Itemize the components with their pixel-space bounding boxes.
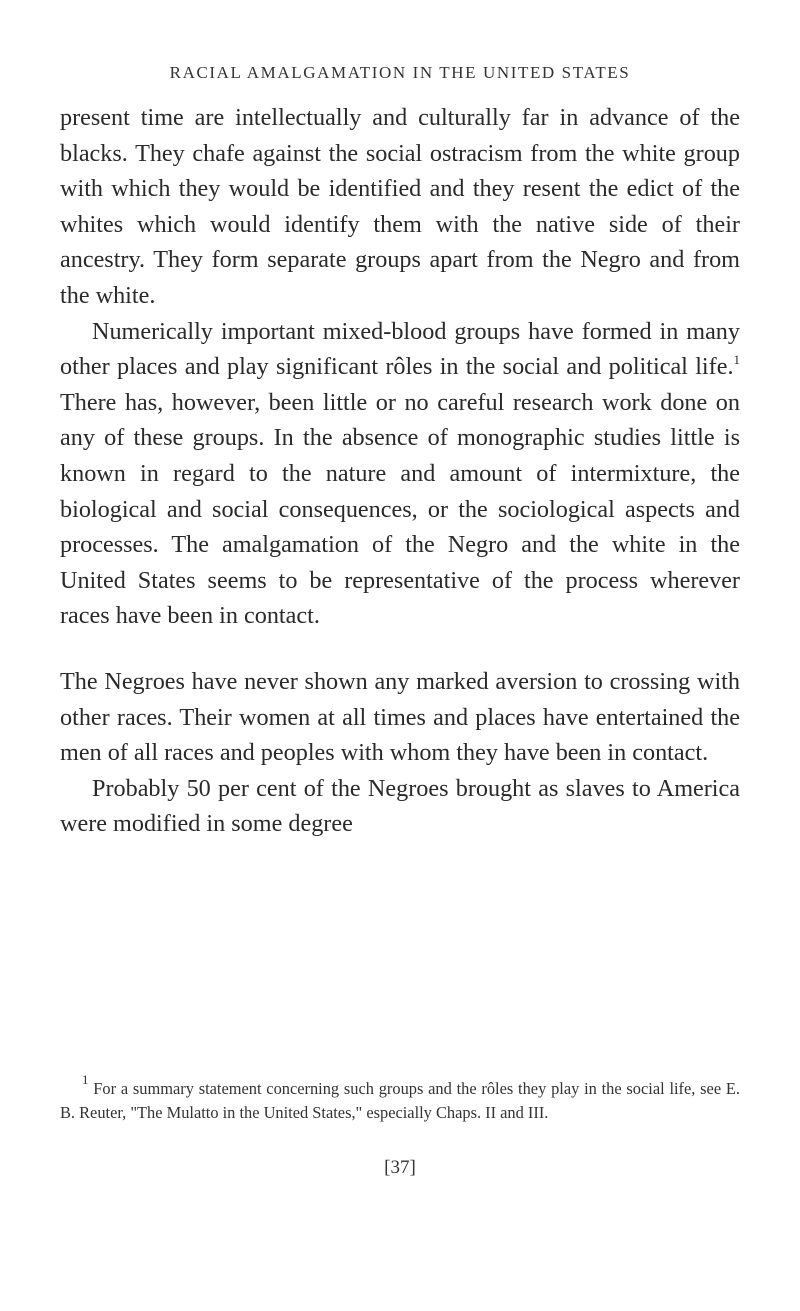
paragraph-2-part-b: There has, however, been little or no careful research work done on any of these groups. In the absence of monographic studies little is known in regard to the nature and amount of intermixture, the biological and social consequences, or the sociological aspects and processes. The amalgamation of the Negro and the white in the United States seems to be representative of the process wherever races have been in contact.	[60, 388, 740, 630]
footnote-mark: 1	[82, 1072, 89, 1087]
footnote	[60, 1072, 740, 1125]
running-head: RACIAL AMALGAMATION IN THE UNITED STATES	[169, 63, 631, 82]
paragraph-2	[60, 314, 740, 634]
body-text	[60, 100, 740, 842]
paragraph-4: Probably 50 per cent of the Negroes brought as slaves to America were modified in some degree	[60, 774, 740, 838]
footnote-reference[interactable]: 1	[733, 352, 740, 368]
page-number: [37]	[384, 1157, 416, 1178]
paragraph-1: present time are intellectually and culturally far in advance of the blacks. They chafe against the social ostracism from the white group with which they would be identified and they resent the edict of the whites which would identify them with the native side of their ancestry. They form separate groups apart from the Negro and from the white.	[60, 104, 740, 309]
paragraph-2-part-a: Numerically important mixed-blood groups have formed in many other places and play significant rôles in the social and political life.	[60, 317, 740, 381]
paragraph-3: The Negroes have never shown any marked aversion to crossing with other races. Their women at all times and places have entertained the men of all races and peoples with whom they have been in contact.	[60, 667, 740, 767]
footnote-text: For a summary statement concerning such groups and the rôles they play in the social life, see E. B. Reuter, "The Mulatto in the United States," especially Chaps. II and III.	[60, 1079, 740, 1122]
